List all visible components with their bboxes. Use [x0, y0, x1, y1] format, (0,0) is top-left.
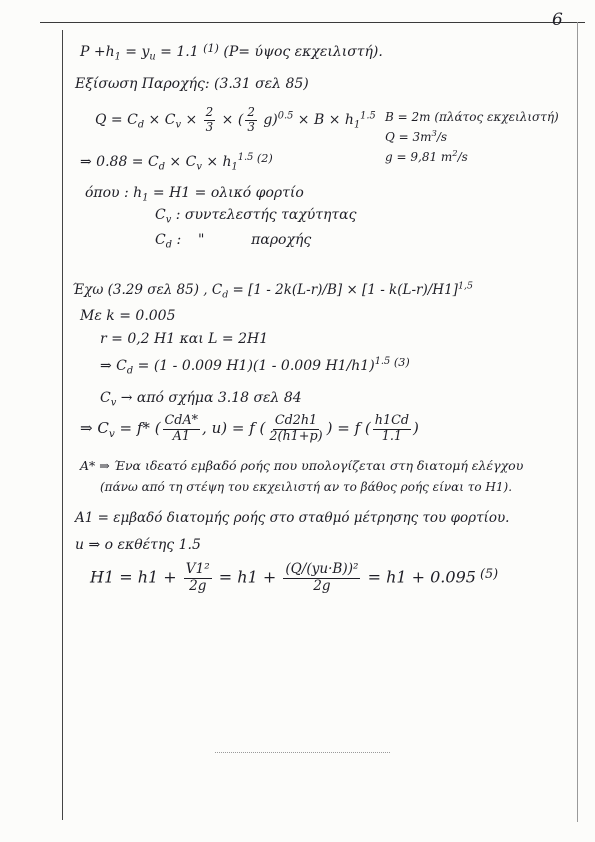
page-number: 6 — [552, 10, 563, 30]
l3-frac1-num: 2 — [205, 105, 214, 119]
l13-text-c: , u) = f ( — [202, 419, 266, 438]
given-g-text: g = 9,81 m — [385, 150, 453, 164]
l3-fraction-1 — [204, 106, 216, 134]
l6-text-a: C — [155, 207, 166, 223]
definition-line-h1 — [85, 185, 304, 202]
l6-text-b: : συντελεστής ταχύτητας — [171, 207, 357, 223]
l13-text-a: ⇒ C — [80, 419, 109, 438]
l5-text-b: = H1 = ολικό φορτίο — [148, 185, 304, 201]
l4-sub-b: v — [196, 161, 202, 173]
l5-text-a: όπου : h — [85, 185, 143, 201]
l11-text-a: ⇒ C — [100, 357, 127, 374]
definition-line-cd — [155, 232, 311, 249]
l6-sub-a: v — [165, 214, 172, 226]
l7-text-c: παροχής — [251, 232, 312, 248]
l8-sub-a: d — [222, 289, 229, 301]
l13-sub-a: v — [108, 427, 115, 440]
definition-a-star: A* ⇒ Ένα ιδεατό εμβαδό ροής που υπολογίζεται στη διατομή ελέγχου — [80, 458, 524, 473]
l4-sup-c: 1.5 — [237, 152, 254, 164]
l13-text-b: = f* ( — [114, 419, 161, 438]
l13-fraction-2 — [267, 414, 324, 444]
l1-text-a: P +h — [80, 43, 115, 60]
l3-sub-f: 1 — [353, 119, 361, 131]
l13-frac2-den: 2(h1+p) — [269, 428, 323, 444]
l1-sub-b: u — [149, 51, 156, 63]
l13-text-d: ) = f ( — [326, 419, 371, 438]
l8-text-a: Έχω (3.29 σελ 85) , C — [72, 282, 223, 298]
l3-text-c: × — [181, 112, 202, 129]
l11-text-b: = (1 - 0.009 H1)(1 - 0.009 H1/h1) — [133, 357, 375, 374]
l4-sub-c: 1 — [231, 161, 238, 173]
l1-text-b: = y — [120, 43, 150, 60]
l18-fraction-1 — [184, 562, 212, 594]
l3-sub-a: d — [137, 119, 145, 131]
l3-text-b: × C — [144, 112, 176, 129]
l18-equation-ref: (5) — [475, 567, 499, 583]
given-weir-width: B = 2m (πλάτος εκχειλιστή) — [385, 110, 559, 124]
l3-frac2-den: 3 — [247, 119, 255, 134]
l18-text-a: H1 = h1 + — [90, 567, 182, 587]
l3-fraction-2 — [245, 106, 257, 134]
l3-text-a: Q = C — [95, 112, 138, 129]
l11-sub-a: d — [126, 365, 134, 377]
definition-a-star-continued: (πάνω από τη στέψη του εκχειλιστή αν το βάθος ροής είναι το H1). — [100, 480, 513, 494]
l4-text-c: × h — [201, 153, 232, 170]
l8-text-b: = [1 - 2k(L-r)/B] × [1 - k(L-r)/H1] — [228, 282, 458, 298]
given-g-unit: /s — [457, 150, 468, 164]
l18-frac2-num: (Q/(yu·B))² — [285, 561, 359, 577]
l3-frac2-num: 2 — [247, 105, 255, 119]
equation-line-3-cd — [100, 356, 410, 375]
equation-line-4 — [80, 152, 273, 171]
given-q-unit: /s — [436, 130, 448, 144]
l18-frac1-num: V1² — [185, 561, 210, 577]
l12-text-b: → από σχήμα 3.18 σελ 84 — [116, 390, 302, 406]
parameter-k: Με k = 0.005 — [80, 308, 176, 324]
l13-fraction-3 — [373, 414, 411, 444]
bottom-dotted-rule — [215, 752, 390, 753]
l3-sub-b: v — [175, 119, 181, 131]
equation-line-cv — [80, 414, 419, 444]
l12-text-a: C — [100, 390, 111, 406]
l3-sup-e: 0.5 — [277, 110, 294, 122]
given-q-sup: 3 — [431, 127, 437, 138]
l7-ditto-mark: " — [197, 232, 205, 248]
l11-sup-b: 1.5 — [374, 356, 391, 368]
cv-figure-reference — [100, 390, 302, 407]
l13-frac1-num: CdA* — [164, 413, 199, 428]
definition-line-cv — [155, 207, 356, 224]
l1-sub-a: 1 — [114, 51, 121, 63]
l18-frac1-den: 2g — [189, 577, 207, 594]
l4-text-b: × C — [164, 153, 197, 170]
l3-text-d: × ( — [217, 112, 244, 129]
l12-sub-a: v — [110, 397, 117, 409]
top-rule — [40, 22, 585, 23]
l4-sub-a: d — [158, 161, 165, 173]
l13-frac3-num: h1Cd — [374, 413, 409, 428]
definition-a1: A1 = εμβαδό διατομής ροής στο σταθμό μέτρησης του φορτίου. — [75, 510, 510, 526]
l13-text-e: ) — [413, 419, 419, 438]
given-discharge — [385, 127, 448, 144]
l1-text-c: = 1.1 — [155, 43, 204, 60]
given-gravity — [385, 147, 468, 164]
l3-text-f: × B × h — [293, 112, 354, 129]
l8-sup-b: 1,5 — [457, 280, 473, 292]
l3-frac1-den: 3 — [205, 119, 214, 134]
equation-line-3 — [95, 106, 376, 134]
l3-sup-f: 1.5 — [360, 110, 376, 122]
l13-frac3-den: 1.1 — [381, 428, 403, 444]
l13-frac2-num: Cd2h1 — [274, 413, 318, 428]
left-margin-rule — [62, 30, 63, 820]
l5-sub-a: 1 — [142, 192, 149, 204]
l4-equation-ref: (2) — [253, 152, 273, 165]
equation-line-cd-formula — [72, 280, 473, 301]
l13-fraction-1 — [163, 414, 201, 444]
flow-equation-heading: Εξίσωση Παροχής: (3.31 σελ 85) — [75, 76, 309, 92]
given-q-text: Q = 3m — [385, 130, 432, 144]
l13-frac1-den: A1 — [172, 428, 190, 444]
l1-note: (P= ύψος εκχειλιστή). — [218, 43, 383, 60]
given-g-sup: 2 — [452, 147, 458, 158]
l7-sub-a: d — [165, 239, 172, 251]
l7-text-a: C — [155, 232, 166, 248]
l18-text-b: = h1 + — [213, 567, 282, 587]
right-margin-rule — [577, 22, 578, 822]
l7-text-b: : — [172, 232, 182, 248]
l3-text-e: g) — [258, 112, 278, 129]
equation-line-5-h1 — [90, 562, 498, 594]
l18-frac2-den: 2g — [313, 577, 331, 594]
l18-fraction-2 — [283, 562, 360, 594]
l1-equation-ref: (1) — [203, 42, 219, 55]
l4-text-a: ⇒ 0.88 = C — [80, 153, 159, 170]
l11-equation-ref: (3) — [390, 356, 410, 369]
parameter-r-l: r = 0,2 H1 και L = 2H1 — [100, 331, 269, 347]
l18-text-c: = h1 + 0.095 — [362, 567, 476, 587]
equation-line-1 — [80, 42, 383, 61]
definition-u: u ⇒ ο εκθέτης 1.5 — [75, 537, 201, 553]
